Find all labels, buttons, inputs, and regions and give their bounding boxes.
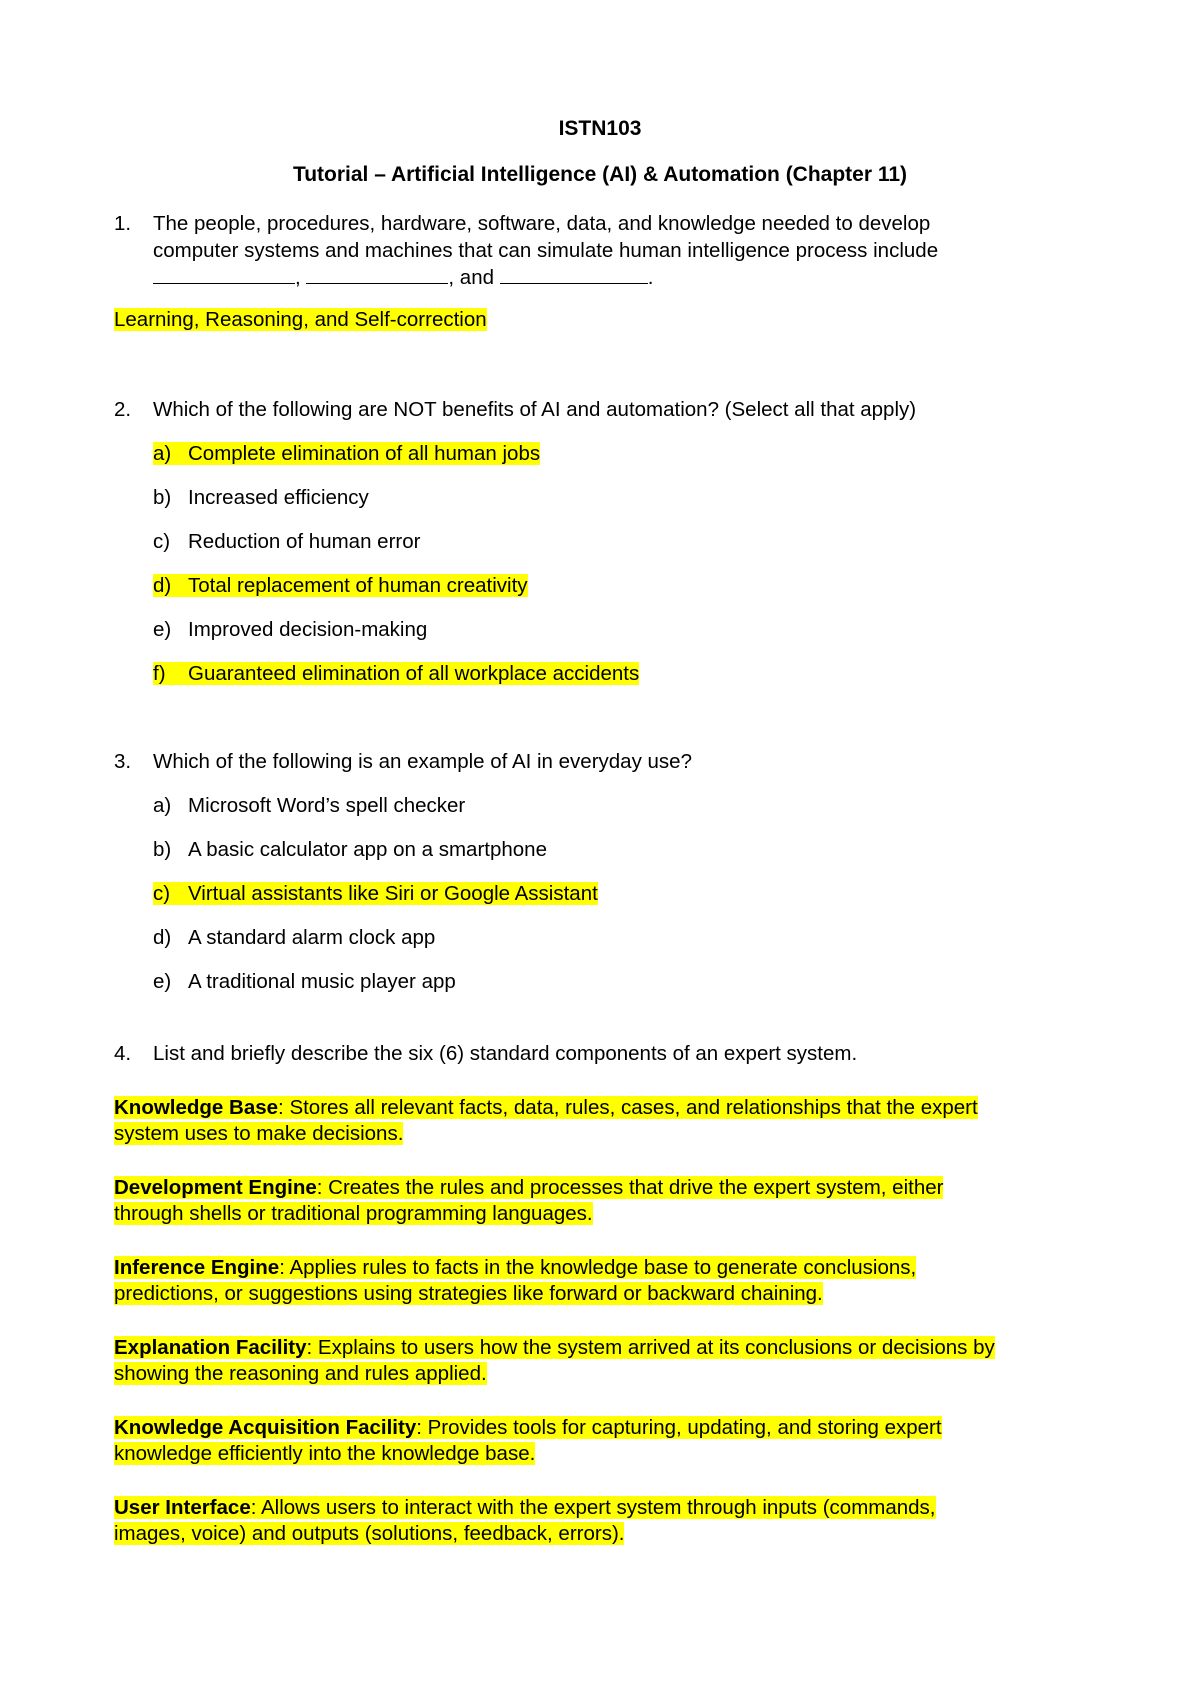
component-description: : Provides tools for capturing, updating, and storing expert: [416, 1416, 942, 1439]
separator: .: [647, 266, 654, 289]
option-letter: c): [153, 882, 171, 905]
option-letter: a): [153, 794, 172, 817]
component-description: knowledge efficiently into the knowledge base.: [114, 1442, 536, 1465]
option-letter: b): [153, 486, 172, 509]
document-title: Tutorial – Artificial Intelligence (AI) & Automation (Chapter 11): [292, 163, 908, 186]
answer-text: Learning, Reasoning, and Self-correction: [114, 308, 487, 331]
option-c: [153, 528, 420, 555]
component-description: : Applies rules to facts in the knowledge base to generate conclusions,: [279, 1256, 917, 1279]
component-explanation-facility: [114, 1335, 1094, 1387]
question-line: computer systems and machines that can simulate human intelligence process include: [153, 239, 939, 262]
component-knowledge-base: [114, 1095, 1094, 1147]
component-description: predictions, or suggestions using strategies like forward or backward chaining.: [114, 1282, 823, 1305]
option-text: A traditional music player app: [188, 970, 456, 993]
option-text: Complete elimination of all human jobs: [188, 442, 541, 465]
component-term: Development Engine: [114, 1176, 317, 1199]
option-d: [153, 572, 528, 599]
component-term: Explanation Facility: [114, 1336, 307, 1359]
option-text: Improved decision-making: [188, 618, 428, 641]
option-text: A standard alarm clock app: [188, 926, 436, 949]
option-letter: c): [153, 530, 171, 553]
option-letter: e): [153, 970, 172, 993]
blank-1: [153, 265, 295, 284]
component-description: showing the reasoning and rules applied.: [114, 1362, 487, 1385]
question-line: The people, procedures, hardware, software, data, and knowledge needed to develop: [153, 212, 931, 235]
component-development-engine: [114, 1175, 1094, 1227]
option-c: [153, 880, 598, 907]
question-text: Which of the following is an example of AI in everyday use?: [153, 750, 692, 773]
component-inference-engine: [114, 1255, 1094, 1307]
question-number: 3.: [114, 750, 132, 773]
component-description: through shells or traditional programming languages.: [114, 1202, 593, 1225]
component-knowledge-acquisition-facility: [114, 1415, 1094, 1467]
option-letter: a): [153, 442, 172, 465]
component-description: system uses to make decisions.: [114, 1122, 404, 1145]
option-a: [153, 440, 540, 467]
blank-3: [500, 265, 648, 284]
component-description: : Creates the rules and processes that drive the expert system, either: [316, 1176, 944, 1199]
option-b: [153, 836, 547, 863]
question-text: List and briefly describe the six (6) standard components of an expert system.: [153, 1042, 858, 1065]
question-1-answer: [114, 306, 487, 333]
option-f: [153, 660, 639, 687]
question-number: 1.: [114, 212, 132, 235]
option-letter: f): [153, 662, 166, 685]
component-user-interface: [114, 1495, 1094, 1547]
option-letter: e): [153, 618, 172, 641]
option-d: [153, 924, 435, 951]
blank-2: [306, 265, 448, 284]
question-number: 4.: [114, 1042, 132, 1065]
option-text: Guaranteed elimination of all workplace accidents: [188, 662, 640, 685]
fill-in-blanks: [153, 264, 1073, 291]
course-code: ISTN103: [558, 117, 642, 140]
component-description: : Allows users to interact with the expert system through inputs (commands,: [250, 1496, 936, 1519]
option-text: Virtual assistants like Siri or Google Assistant: [188, 882, 598, 905]
component-description: : Explains to users how the system arrived at its conclusions or decisions by: [306, 1336, 995, 1359]
option-b: [153, 484, 369, 511]
option-text: Microsoft Word’s spell checker: [188, 794, 466, 817]
option-text: Total replacement of human creativity: [188, 574, 528, 597]
option-text: A basic calculator app on a smartphone: [188, 838, 547, 861]
component-term: Knowledge Acquisition Facility: [114, 1416, 417, 1439]
question-number: 2.: [114, 398, 132, 421]
component-description: : Stores all relevant facts, data, rules, cases, and relationships that the expert: [278, 1096, 978, 1119]
component-term: Knowledge Base: [114, 1096, 279, 1119]
component-term: Inference Engine: [114, 1256, 280, 1279]
option-letter: d): [153, 926, 172, 949]
separator: ,: [295, 266, 301, 289]
option-text: Increased efficiency: [188, 486, 369, 509]
option-letter: b): [153, 838, 172, 861]
option-e: [153, 968, 456, 995]
component-description: images, voice) and outputs (solutions, feedback, errors).: [114, 1522, 625, 1545]
option-e: [153, 616, 427, 643]
question-text: Which of the following are NOT benefits of AI and automation? (Select all that apply): [153, 398, 917, 421]
option-a: [153, 792, 465, 819]
option-letter: d): [153, 574, 172, 597]
separator: , and: [448, 266, 495, 289]
component-term: User Interface: [114, 1496, 251, 1519]
question-text: [153, 210, 1073, 291]
option-text: Reduction of human error: [188, 530, 421, 553]
